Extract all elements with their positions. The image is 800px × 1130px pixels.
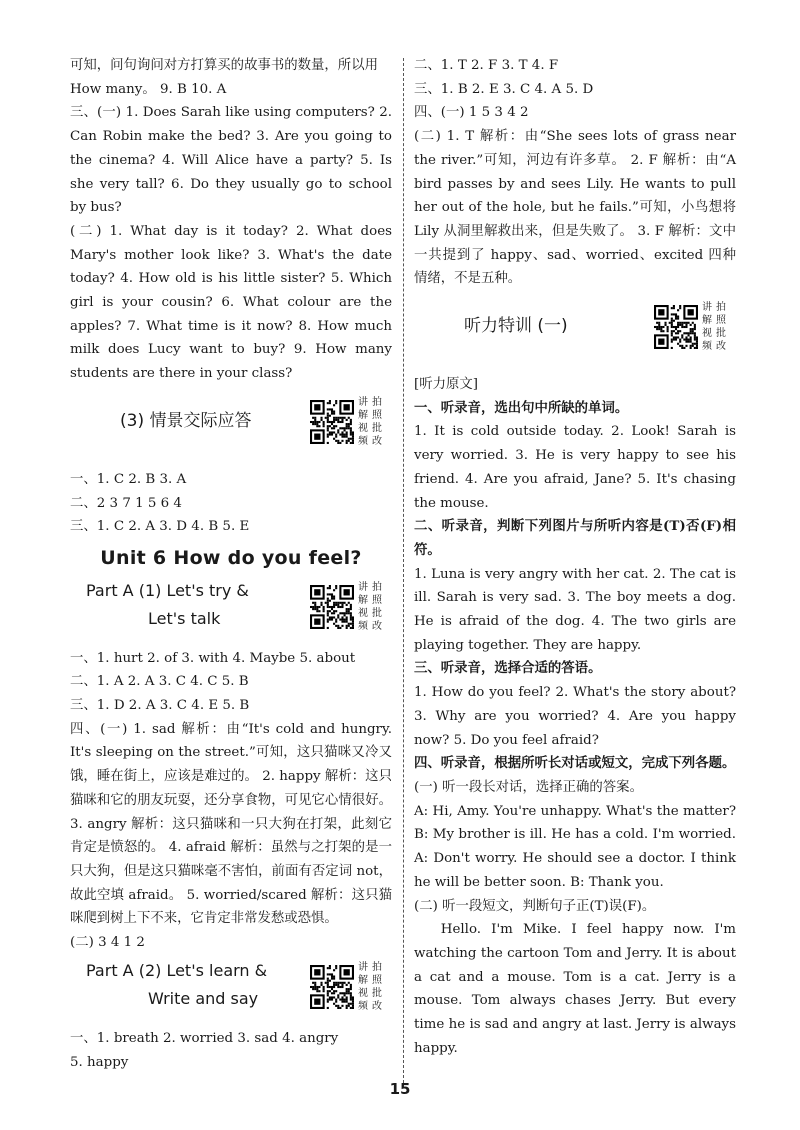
text-line: 可知，问句询问对方打算买的故事书的数量，所以用	[70, 58, 378, 73]
dialog-paragraph: A: Hi, Amy. You're unhappy. What's the matter? B: My brother is ill. He has a cold. I'm worried. A: Don't worry. He should see a doctor. I think he will be better soon. B: Thank you.	[414, 803, 736, 890]
sub-heading: (二) 听一段短文，判断句子正(T)误(F)。	[414, 898, 656, 914]
script-paragraph: 1. How do you feel? 2. What's the story about? 3. Why are you worried? 4. Are you happy now? 5. Do you feel afraid?	[414, 685, 736, 748]
section-title: 听力特训 (一)	[464, 316, 568, 337]
left-column	[70, 54, 392, 1074]
qr-caption: 讲 拍 解 照 视 批 频 改	[358, 396, 382, 447]
qr-caption: 讲 拍 解 照 视 批 频 改	[702, 302, 726, 353]
answer-line: 三、1. C 2. A 3. D 4. B 5. E	[70, 519, 250, 535]
part-heading-a2	[70, 959, 392, 1023]
unit-title: Unit 6 How do you feel?	[100, 546, 362, 569]
question-heading: 三、听录音，选择合适的答语。	[414, 660, 602, 677]
script-paragraph: 1. It is cold outside today. 2. Look! Sarah is very worried. 3. He is very happy to see his friend. 4. Are you afraid, Jane? 5. It's chasing the mouse.	[414, 424, 736, 511]
qr-caption: 讲 拍 解 照 视 批 频 改	[358, 581, 382, 632]
part-title-line2: Let's talk	[148, 608, 221, 628]
answer-paragraph: (二) 1. What day is it today? 2. What does Mary's mother look like? 3. What's the date today? 4. How old is his little sister? 5. Which girl is your cousin? 6. What colour are the apples? 7. What time is it now? 8. How much milk does Lucy want to buy? 9. How many students are there in your class?	[70, 223, 392, 382]
page-number: 15	[389, 1080, 411, 1098]
part-title-line1: Part A (1) Let's try &	[86, 580, 249, 600]
sub-heading: (一) 听一段长对话，选择正确的答案。	[414, 779, 643, 795]
qr-code-icon	[310, 965, 354, 1009]
qr-code-icon	[310, 400, 354, 444]
answer-line: 一、1. breath 2. worried 3. sad 4. angry	[70, 1030, 339, 1046]
part-title-line1: Part A (2) Let's learn &	[86, 960, 268, 980]
analysis-paragraph: 四、(一) 1. sad 解析：由“It's cold and hungry. It's sleeping on the street.”可知，这只猫咪又冷又饿，睡在街上，应该是难过的。 2. happy 解析：这只猫咪和它的朋友玩耍，还分享食物，可见它心情很好。 3. angry 解析：这只猫咪和一只大狗在打架，此刻它肯定是愤怒的。 4. afraid 解析：虽然与之打架的是一只大狗，但是这只猫咪毫不害怕，前面有否定词 not，故此空填 afraid。 5. worried/scared 解析：这只猫咪爬到树上下不来，它肯定非常发愁或恐惧。	[70, 721, 392, 927]
qr-block[interactable]	[654, 301, 728, 353]
question-heading: 一、听录音，选出句中所缺的单词。	[414, 399, 629, 416]
answer-line: 一、1. C 2. B 3. A	[70, 471, 187, 487]
section-heading-3	[70, 394, 392, 460]
answer-line: (二) 3 4 1 2	[70, 935, 145, 951]
answer-line: 二、1. T 2. F 3. T 4. F	[414, 58, 559, 73]
qr-block[interactable]	[310, 396, 384, 448]
column-divider	[403, 58, 404, 1088]
script-paragraph: 1. Luna is very angry with her cat. 2. The cat is ill. Sarah is very sad. 3. The boy meets a dog. He is afraid of the dog. 4. The two girls are playing together. They are happy.	[414, 566, 736, 653]
answer-line: 三、1. D 2. A 3. C 4. E 5. B	[70, 698, 250, 714]
qr-code-icon	[310, 585, 354, 629]
answer-line: 5. happy	[70, 1054, 129, 1070]
part-title-line2: Write and say	[148, 988, 259, 1008]
text-line: How many。 9. B 10. A	[70, 81, 227, 97]
answer-paragraph: 三、(一) 1. Does Sarah like using computers? 2. Can Robin make the bed? 3. Are you going to the cinema? 4. Will Alice have a party? 5. Is she very tall? 6. Do they usually go to school by bus?	[70, 105, 392, 216]
part-heading-a1	[70, 579, 392, 643]
analysis-paragraph: (二) 1. T 解析：由“She sees lots of grass near the river.”可知，河边有许多草。 2. F 解析：由“A bird passes by and sees Lily. He wants to pull her out of the hole, but he fails.”可知，小鸟想将 Lily 从洞里解救出来，但是失败了。 3. F 解析：文中一共提到了 happy、sad、worried、excited 四种情绪，不是五种。	[414, 129, 736, 287]
section-title: (3) 情景交际应答	[120, 410, 252, 431]
script-label: [听力原文]	[414, 377, 479, 393]
question-heading: 二、听录音，判断下列图片与所听内容是(T)否(F)相符。	[414, 518, 736, 558]
answer-line: 三、1. B 2. E 3. C 4. A 5. D	[414, 81, 594, 97]
qr-code-icon	[654, 305, 698, 349]
qr-block[interactable]	[310, 581, 384, 633]
answer-line: 二、2 3 7 1 5 6 4	[70, 495, 182, 511]
qr-caption: 讲 拍 解 照 视 批 频 改	[358, 961, 382, 1012]
answer-line: 二、1. A 2. A 3. C 4. C 5. B	[70, 674, 249, 690]
answer-line: 一、1. hurt 2. of 3. with 4. Maybe 5. about	[70, 650, 356, 666]
section-heading-listening	[414, 299, 736, 365]
question-heading: 四、听录音，根据所听长对话或短文，完成下列各题。	[414, 755, 736, 772]
answer-line: 四、(一) 1 5 3 4 2	[414, 105, 529, 121]
right-column	[414, 54, 736, 1060]
passage-paragraph: Hello. I'm Mike. I feel happy now. I'm watching the cartoon Tom and Jerry. It is about a cat and a mouse. Tom is a cat. Jerry is a mouse. Tom always chases Jerry. But every time he is sad and angry at last. Jerry is always happy.	[414, 922, 736, 1056]
qr-block[interactable]	[310, 961, 384, 1013]
